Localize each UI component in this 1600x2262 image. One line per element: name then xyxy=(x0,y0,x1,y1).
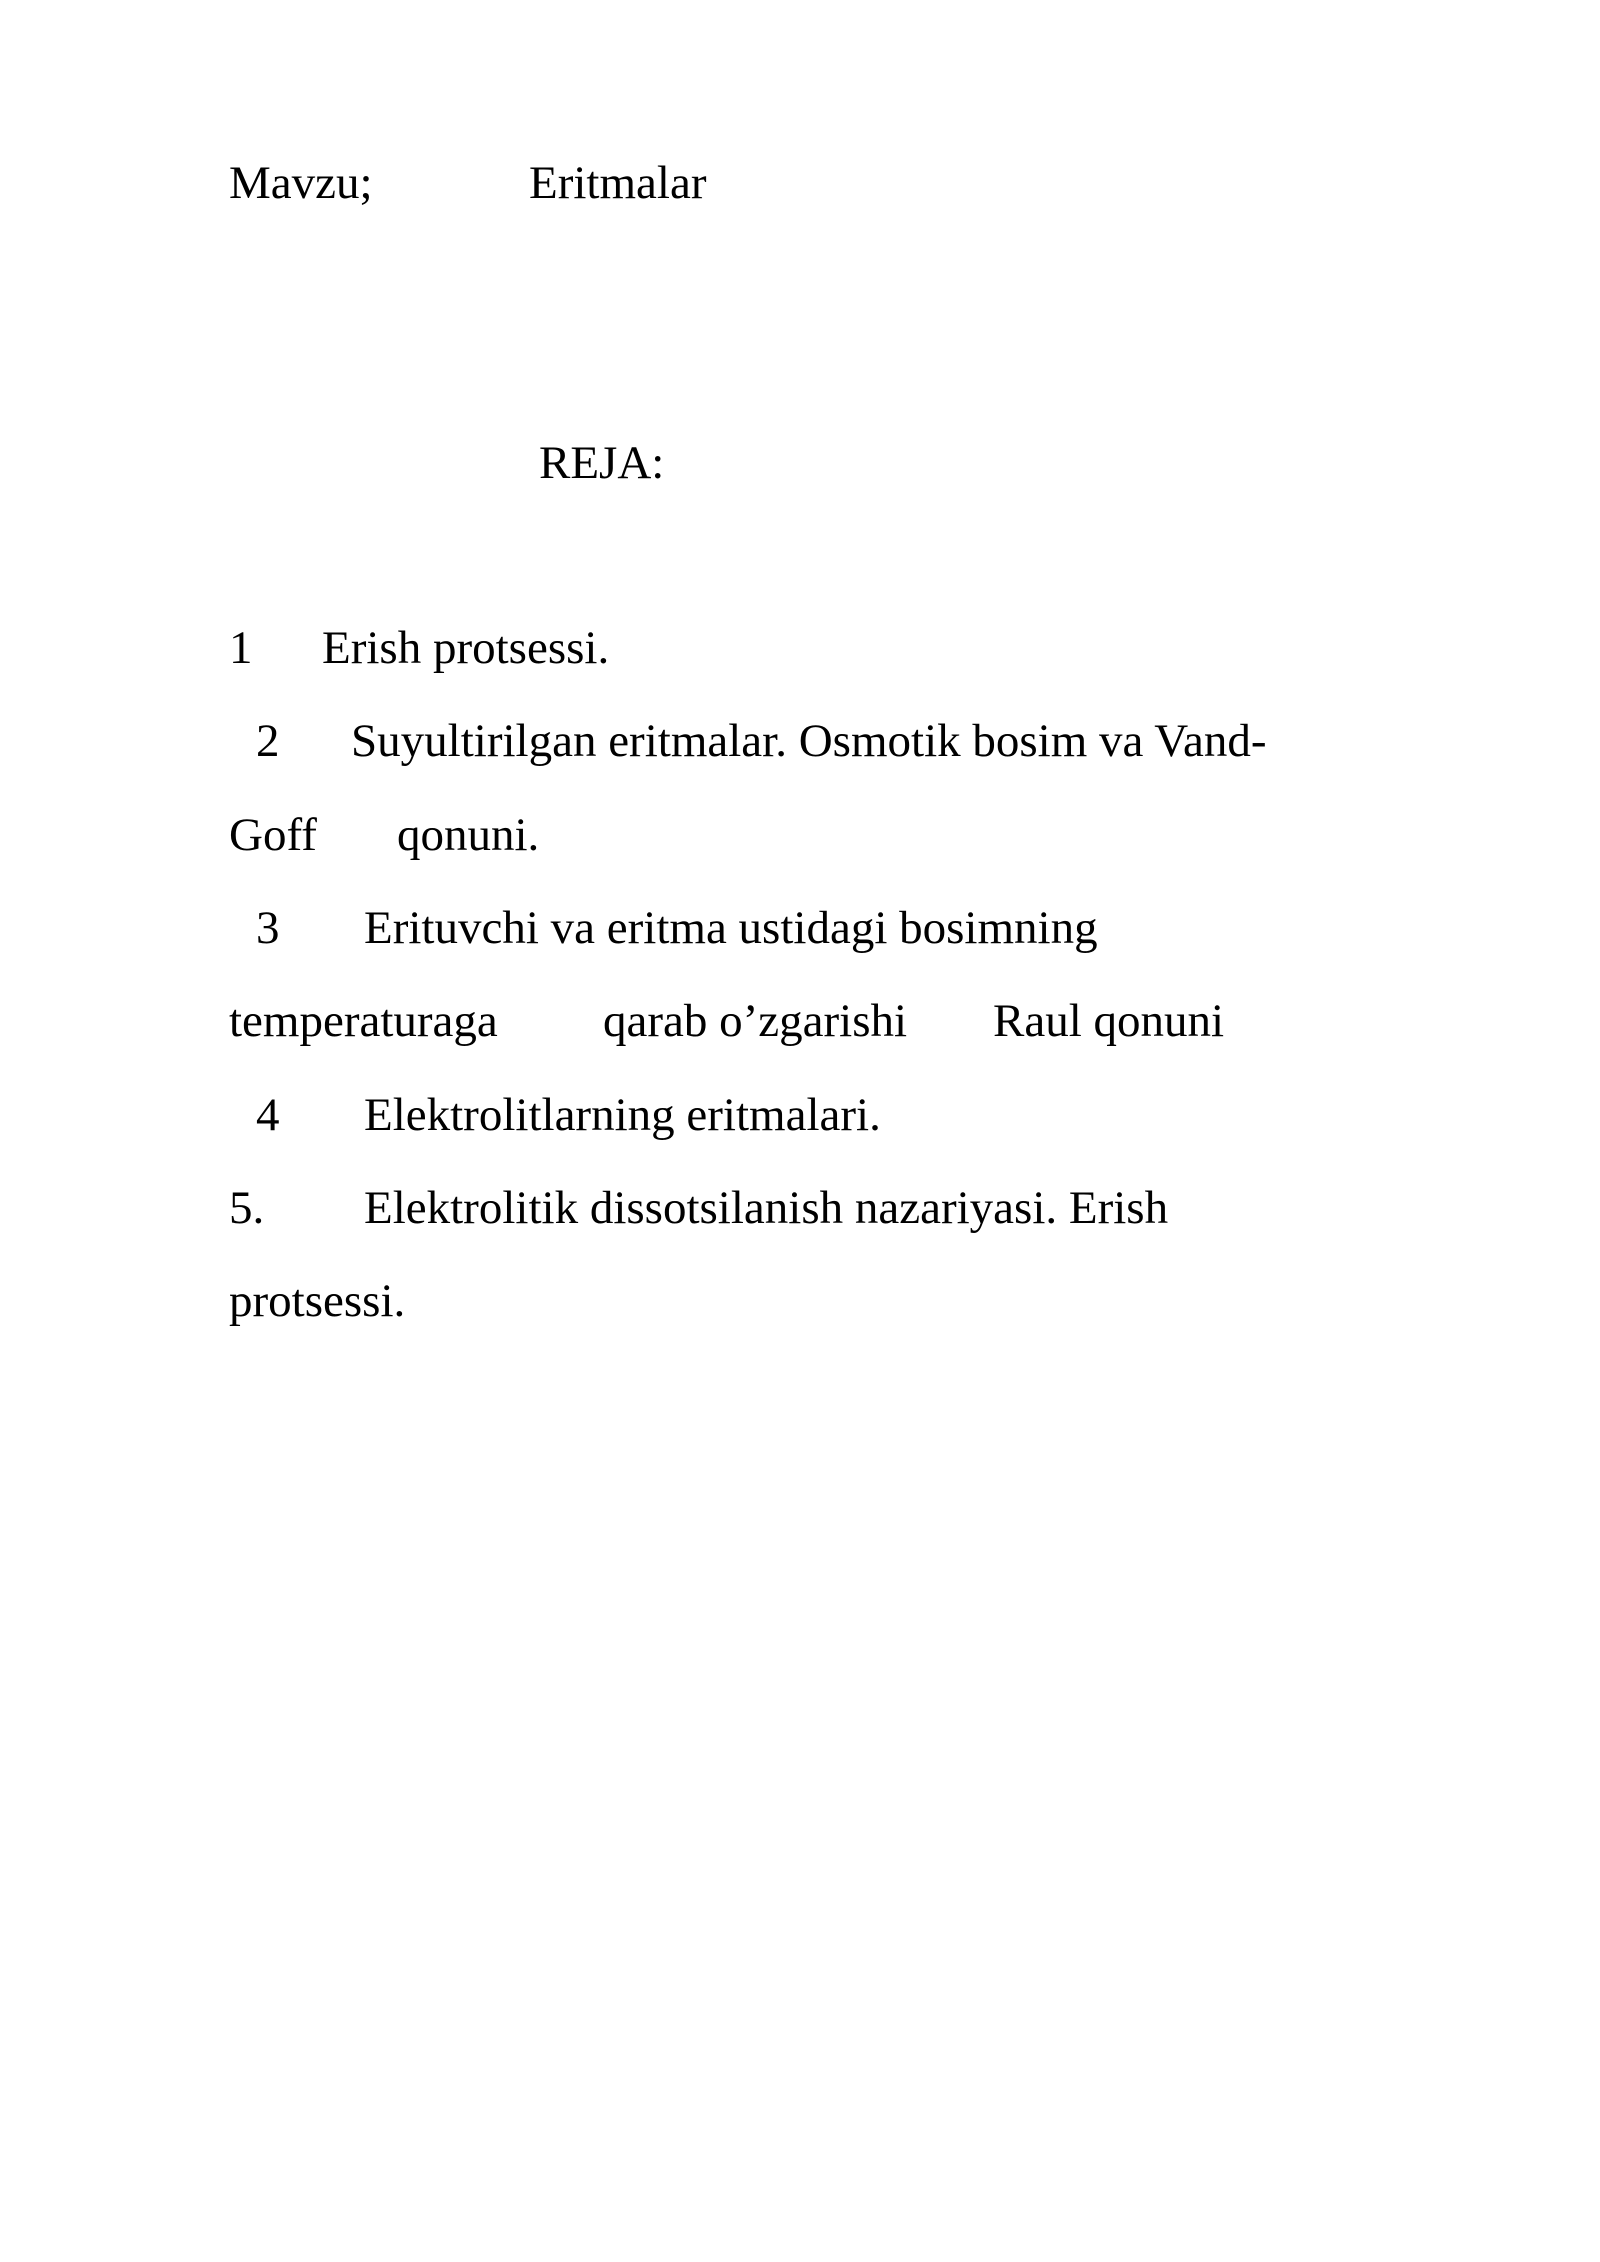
plan-item-number: 4 xyxy=(256,1089,280,1141)
plan-item-number: 1 xyxy=(229,622,253,674)
plan-item-continuation: Raul qonuni xyxy=(993,995,1225,1047)
plan-item-number: 3 xyxy=(256,902,280,954)
plan-item-continuation: temperaturaga xyxy=(229,995,498,1047)
plan-item-text: Elektrolitlarning eritmalari. xyxy=(364,1089,881,1141)
plan-item-continuation: protsessi. xyxy=(229,1275,406,1327)
plan-heading: REJA: xyxy=(539,437,665,489)
plan-item-text: Suyultirilgan eritmalar. Osmotik bosim va Vand- xyxy=(351,715,1267,767)
plan-item-text: Erish protsessi. xyxy=(322,622,610,674)
plan-item-text: Elektrolitik dissotsilanish nazariyasi. Erish xyxy=(364,1182,1169,1234)
plan-item-continuation: qonuni. xyxy=(397,809,540,861)
topic-label: Mavzu; xyxy=(229,157,373,209)
topic-title: Eritmalar xyxy=(529,157,707,209)
plan-item-number: 5. xyxy=(229,1182,265,1234)
plan-item-continuation: Goff xyxy=(229,809,317,861)
plan-item-number: 2 xyxy=(256,715,280,767)
plan-item-text: Erituvchi va eritma ustidagi bosimning xyxy=(364,902,1098,954)
plan-item-continuation: qarab o’zgarishi xyxy=(603,995,908,1047)
